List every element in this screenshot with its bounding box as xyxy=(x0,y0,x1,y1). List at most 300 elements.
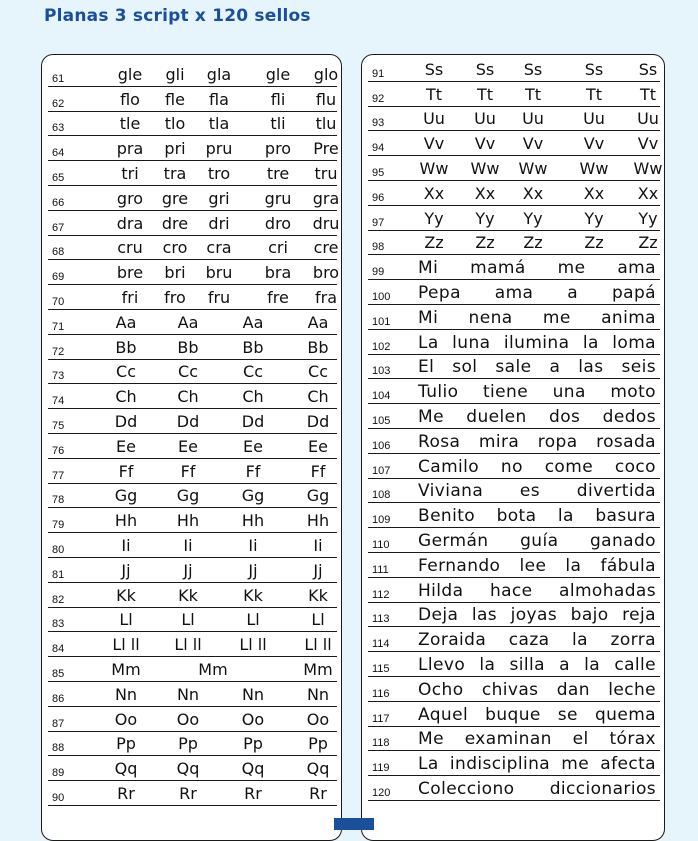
practice-item: Hh xyxy=(306,511,330,531)
practice-item: Ss xyxy=(424,59,444,79)
sentence-word: nena xyxy=(468,307,513,328)
sentence-word: dos xyxy=(549,406,581,427)
practice-item: gle xyxy=(265,64,291,84)
practice-item: Jj xyxy=(248,560,258,580)
row-number: 83 xyxy=(52,618,65,631)
sentence-word: moto xyxy=(610,382,656,403)
sentence-word: Mi xyxy=(418,258,439,279)
practice-sentence xyxy=(418,333,656,353)
practice-item: tlo xyxy=(164,114,186,134)
practice-item: Gg xyxy=(114,486,138,506)
sentence-word: diccionarios xyxy=(549,778,656,799)
sentence-word: El xyxy=(418,357,435,378)
row-number: 105 xyxy=(372,414,391,427)
sentence-word: rosada xyxy=(596,431,656,452)
sentence-word: indisciplina xyxy=(449,754,551,775)
practice-item: pro xyxy=(264,139,292,159)
practice-item: cri xyxy=(268,238,288,258)
sentence-word: Benito xyxy=(418,506,476,527)
left-row-90 xyxy=(48,781,337,806)
sentence-word: lee xyxy=(519,555,547,576)
practice-item: Ii xyxy=(248,535,258,555)
practice-item: flu xyxy=(315,89,337,109)
practice-item: Xx xyxy=(637,183,659,203)
practice-item: Nn xyxy=(114,684,138,704)
practice-item: Ii xyxy=(121,535,131,555)
practice-item: Bb xyxy=(115,337,137,357)
sentence-word: mira xyxy=(478,431,520,452)
sentence-word: joyas xyxy=(510,605,558,626)
right-row-108 xyxy=(368,479,660,504)
practice-item: Ll xyxy=(181,610,195,630)
practice-item: Ww xyxy=(633,158,663,178)
practice-item: Kk xyxy=(308,585,328,605)
practice-item: Ll ll xyxy=(239,635,267,655)
practice-sentence xyxy=(418,705,656,725)
right-row-120 xyxy=(368,776,660,801)
practice-item: dru xyxy=(312,213,340,233)
practice-item: pri xyxy=(164,139,186,159)
right-row-99 xyxy=(368,255,660,280)
practice-sentence xyxy=(418,605,656,625)
sentence-word: a xyxy=(559,654,570,675)
row-number: 76 xyxy=(52,444,65,457)
practice-item: Ii xyxy=(183,535,193,555)
right-row-106 xyxy=(368,429,660,454)
left-row-70 xyxy=(48,285,337,310)
practice-item: Ss xyxy=(584,59,604,79)
practice-item: Tt xyxy=(476,84,494,104)
left-row-67 xyxy=(48,211,340,236)
sentence-word: divertida xyxy=(576,481,656,502)
practice-item: cro xyxy=(162,238,188,258)
row-number: 77 xyxy=(52,469,65,482)
practice-item: Bb xyxy=(177,337,199,357)
practice-item: Mm xyxy=(303,659,333,679)
row-number: 80 xyxy=(52,543,65,556)
sentence-word: La xyxy=(418,754,439,775)
practice-item: Ll ll xyxy=(112,635,140,655)
row-number: 67 xyxy=(52,221,65,234)
practice-item: Rr xyxy=(244,783,262,803)
left-row-83 xyxy=(48,608,337,633)
sentence-word: duelen xyxy=(466,406,527,427)
left-row-62 xyxy=(48,87,337,112)
row-number: 82 xyxy=(52,593,65,606)
practice-item: tro xyxy=(207,163,231,183)
right-row-94 xyxy=(368,131,660,156)
practice-item: gri xyxy=(208,188,230,208)
practice-item: fra xyxy=(314,287,338,307)
sentence-word: leche xyxy=(608,679,656,700)
sentence-word: Fernando xyxy=(418,555,501,576)
row-number: 98 xyxy=(372,241,385,254)
left-row-64 xyxy=(48,136,337,161)
practice-item: tli xyxy=(270,114,286,134)
sentence-word: dedos xyxy=(602,406,656,427)
practice-item: Uu xyxy=(637,109,659,129)
sentence-word: ganado xyxy=(589,530,656,551)
practice-item: Vv xyxy=(637,134,659,154)
sentence-word: Me xyxy=(418,406,444,427)
sentence-word: Camilo xyxy=(418,456,480,477)
practice-sentence xyxy=(418,655,656,675)
practice-item: Aa xyxy=(307,312,329,332)
practice-item: fru xyxy=(207,287,231,307)
practice-item: Ll xyxy=(311,610,325,630)
practice-item: Ww xyxy=(579,158,609,178)
right-row-114 xyxy=(368,627,660,652)
practice-item: Zz xyxy=(584,233,604,253)
sentence-word: chivas xyxy=(481,679,539,700)
practice-item: Ww xyxy=(518,158,548,178)
sentence-word: ilumina xyxy=(503,332,570,353)
row-number: 66 xyxy=(52,196,65,209)
left-row-89 xyxy=(48,756,337,781)
practice-item: Rr xyxy=(309,783,327,803)
right-row-100 xyxy=(368,280,660,305)
sentence-word: ama xyxy=(494,282,534,303)
practice-item: Pp xyxy=(308,734,328,754)
sentence-word: seis xyxy=(621,357,656,378)
practice-item: Gg xyxy=(241,486,265,506)
sentence-word: es xyxy=(519,481,541,502)
practice-item: flo xyxy=(120,89,140,109)
practice-item: bri xyxy=(164,263,186,283)
practice-item: Nn xyxy=(176,684,200,704)
left-row-68 xyxy=(48,236,337,261)
sentence-word: el xyxy=(572,729,589,750)
row-number: 71 xyxy=(52,320,65,333)
left-row-85 xyxy=(48,657,337,682)
practice-item: tlu xyxy=(315,114,337,134)
sentence-word: examinan xyxy=(464,729,552,750)
practice-item: Ch xyxy=(242,387,264,407)
practice-sentence xyxy=(418,779,656,799)
practice-item: Ch xyxy=(115,387,137,407)
practice-item: Hh xyxy=(241,511,265,531)
practice-item: fla xyxy=(209,89,229,109)
practice-item: fle xyxy=(165,89,185,109)
row-number: 69 xyxy=(52,271,65,284)
practice-item: dri xyxy=(208,213,230,233)
practice-item: Dd xyxy=(114,411,138,431)
practice-item: Vv xyxy=(423,134,445,154)
practice-sentence xyxy=(418,506,656,526)
sentence-word: fábula xyxy=(600,555,656,576)
row-number: 113 xyxy=(372,613,390,626)
row-number: 74 xyxy=(52,395,65,408)
row-number: 68 xyxy=(52,246,65,259)
practice-sentence xyxy=(418,630,656,650)
sentence-word: zorra xyxy=(610,630,656,651)
row-number: 72 xyxy=(52,345,65,358)
row-number: 102 xyxy=(372,340,391,353)
left-row-78 xyxy=(48,484,337,509)
practice-item: Ff xyxy=(118,461,134,481)
row-number: 93 xyxy=(372,117,385,130)
practice-sentence xyxy=(418,754,656,774)
practice-item: Oo xyxy=(241,709,265,729)
practice-item: glo xyxy=(313,64,339,84)
practice-sentence xyxy=(418,407,656,427)
page-title: Planas 3 script x 120 sellos xyxy=(44,6,311,26)
practice-item: Yy xyxy=(584,208,604,228)
left-row-72 xyxy=(48,335,337,360)
sentence-word: Hilda xyxy=(418,580,464,601)
practice-item: Tt xyxy=(585,84,603,104)
row-number: 85 xyxy=(52,667,65,680)
sentence-word: silla xyxy=(509,654,545,675)
row-number: 108 xyxy=(372,489,391,502)
left-row-77 xyxy=(48,459,337,484)
practice-item: Vv xyxy=(474,134,496,154)
sentence-word: la xyxy=(584,654,601,675)
practice-item: Xx xyxy=(583,183,605,203)
practice-item: tla xyxy=(208,114,230,134)
practice-item: Qq xyxy=(241,759,265,779)
practice-sentence xyxy=(418,258,656,278)
sentence-word: Germán xyxy=(418,530,489,551)
practice-item: Oo xyxy=(114,709,138,729)
left-row-61 xyxy=(48,62,337,87)
sentence-word: se xyxy=(557,704,578,725)
right-row-97 xyxy=(368,206,660,231)
row-number: 90 xyxy=(52,791,65,804)
practice-item: Xx xyxy=(522,183,544,203)
sentence-word: las xyxy=(471,605,498,626)
sentence-word: las xyxy=(578,357,604,378)
sentence-word: coco xyxy=(614,456,656,477)
row-number: 78 xyxy=(52,494,65,507)
practice-item: Gg xyxy=(306,486,330,506)
right-row-119 xyxy=(368,751,660,776)
row-number: 110 xyxy=(372,538,390,551)
left-row-81 xyxy=(48,558,337,583)
practice-item: Qq xyxy=(306,759,330,779)
right-row-101 xyxy=(368,305,660,330)
practice-item: Ss xyxy=(523,59,543,79)
left-row-65 xyxy=(48,161,337,186)
practice-item: Ll ll xyxy=(174,635,202,655)
sentence-word: Mi xyxy=(418,307,439,328)
sentence-word: guía xyxy=(520,530,559,551)
sentence-word: ama xyxy=(617,258,656,279)
row-number: 65 xyxy=(52,171,65,184)
practice-item: Uu xyxy=(522,109,544,129)
practice-item: bre xyxy=(116,263,144,283)
sentence-word: luna xyxy=(452,332,491,353)
practice-item: tra xyxy=(163,163,187,183)
sentence-word: calle xyxy=(614,654,656,675)
practice-item: Ww xyxy=(470,158,500,178)
practice-item: Xx xyxy=(474,183,496,203)
practice-item: Cc xyxy=(116,362,136,382)
practice-sentence xyxy=(418,357,656,377)
practice-item: fli xyxy=(270,89,286,109)
row-number: 115 xyxy=(372,662,390,675)
row-number: 79 xyxy=(52,519,65,532)
sentence-word: a xyxy=(567,282,579,303)
left-row-71 xyxy=(48,310,337,335)
right-row-105 xyxy=(368,404,660,429)
sentence-word: papá xyxy=(611,282,656,303)
practice-item: Aa xyxy=(177,312,199,332)
practice-item: Uu xyxy=(474,109,496,129)
practice-item: Ss xyxy=(475,59,495,79)
left-row-82 xyxy=(48,583,337,608)
practice-sentence xyxy=(418,283,656,303)
right-row-93 xyxy=(368,107,660,132)
left-row-79 xyxy=(48,508,337,533)
row-number: 92 xyxy=(372,92,385,105)
row-number: 63 xyxy=(52,122,65,135)
right-row-107 xyxy=(368,454,660,479)
practice-item: Vv xyxy=(522,134,544,154)
practice-item: Pp xyxy=(178,734,198,754)
practice-item: Mm xyxy=(198,659,228,679)
row-number: 73 xyxy=(52,370,65,383)
sentence-word: la xyxy=(565,555,582,576)
practice-item: tre xyxy=(266,163,290,183)
row-number: 70 xyxy=(52,295,65,308)
sentence-word: quema xyxy=(594,704,656,725)
right-row-112 xyxy=(368,578,660,603)
practice-sentence xyxy=(418,581,656,601)
row-number: 112 xyxy=(372,588,390,601)
row-number: 97 xyxy=(372,216,385,229)
practice-item: Pre xyxy=(313,139,339,159)
practice-item: Ll xyxy=(246,610,260,630)
practice-item: tru xyxy=(314,163,338,183)
left-row-84 xyxy=(48,632,337,657)
practice-item: Cc xyxy=(178,362,198,382)
practice-item: Ww xyxy=(419,158,449,178)
practice-item: Kk xyxy=(116,585,136,605)
practice-item: cru xyxy=(117,238,143,258)
practice-item: Yy xyxy=(638,208,658,228)
practice-sentence xyxy=(418,680,656,700)
practice-item: Dd xyxy=(241,411,265,431)
practice-item: Ff xyxy=(180,461,196,481)
row-number: 88 xyxy=(52,742,65,755)
row-number: 100 xyxy=(372,290,391,303)
sentence-word: me xyxy=(557,258,586,279)
practice-item: Aa xyxy=(242,312,264,332)
sentence-word: loma xyxy=(612,332,656,353)
sentence-word: Llevo xyxy=(418,654,466,675)
practice-item: Bb xyxy=(242,337,264,357)
sentence-word: Aquel xyxy=(418,704,469,725)
right-row-109 xyxy=(368,503,660,528)
practice-item: Jj xyxy=(183,560,193,580)
right-row-118 xyxy=(368,727,660,752)
practice-item: Ee xyxy=(178,436,198,456)
sentence-word: Rosa xyxy=(418,431,461,452)
bottom-tab-decoration xyxy=(334,818,374,830)
sentence-word: mamá xyxy=(470,258,526,279)
left-row-73 xyxy=(48,360,337,385)
practice-item: cre xyxy=(313,238,339,258)
practice-item: Uu xyxy=(583,109,605,129)
left-row-69 xyxy=(48,260,340,285)
sentence-word: anima xyxy=(601,307,656,328)
right-practice-panel xyxy=(361,54,665,841)
sentence-word: la xyxy=(479,654,496,675)
sentence-word: Deja xyxy=(418,605,459,626)
row-number: 91 xyxy=(372,67,385,80)
row-number: 101 xyxy=(372,315,391,328)
practice-item: Yy xyxy=(424,208,444,228)
practice-item: Dd xyxy=(306,411,330,431)
sentence-word: bajo xyxy=(570,605,609,626)
practice-sentence xyxy=(418,382,656,402)
practice-item: gra xyxy=(312,188,340,208)
right-row-91 xyxy=(368,57,660,82)
sentence-word: dan xyxy=(556,679,590,700)
right-row-117 xyxy=(368,702,660,727)
practice-item: gla xyxy=(206,64,232,84)
practice-item: Cc xyxy=(243,362,263,382)
practice-sentence xyxy=(418,432,656,452)
sentence-word: me xyxy=(542,307,571,328)
practice-sentence xyxy=(418,531,656,551)
practice-item: tle xyxy=(119,114,141,134)
right-row-102 xyxy=(368,330,660,355)
left-row-86 xyxy=(48,682,337,707)
practice-item: Nn xyxy=(306,684,330,704)
sentence-word: reja xyxy=(622,605,656,626)
row-number: 111 xyxy=(372,563,389,576)
row-number: 118 xyxy=(372,737,390,750)
row-number: 120 xyxy=(372,786,391,799)
left-row-66 xyxy=(48,186,340,211)
sentence-word: a xyxy=(549,357,561,378)
right-row-92 xyxy=(368,82,660,107)
sentence-word: Tulio xyxy=(418,382,459,403)
practice-item: Pp xyxy=(116,734,136,754)
right-row-113 xyxy=(368,603,660,628)
sentence-word: Zoraida xyxy=(418,630,487,651)
right-row-96 xyxy=(368,181,660,206)
sentence-word: me xyxy=(561,754,590,775)
row-number: 84 xyxy=(52,643,65,656)
sentence-word: sol xyxy=(452,357,478,378)
sentence-word: la xyxy=(582,332,599,353)
practice-item: gre xyxy=(161,188,189,208)
practice-item: Bb xyxy=(307,337,329,357)
practice-item: Ll xyxy=(119,610,133,630)
sentence-word: la xyxy=(572,630,588,651)
practice-item: Ii xyxy=(313,535,323,555)
row-number: 75 xyxy=(52,419,65,432)
row-number: 116 xyxy=(372,687,390,700)
row-number: 119 xyxy=(372,762,390,775)
left-row-88 xyxy=(48,732,337,757)
practice-item: Tt xyxy=(425,84,443,104)
practice-item: Tt xyxy=(639,84,657,104)
practice-item: Ff xyxy=(310,461,326,481)
row-number: 117 xyxy=(372,712,390,725)
practice-item: Ee xyxy=(308,436,328,456)
practice-item: Ch xyxy=(307,387,329,407)
practice-item: Dd xyxy=(176,411,200,431)
practice-item: bro xyxy=(312,263,340,283)
practice-item: dra xyxy=(116,213,144,233)
practice-item: Jj xyxy=(121,560,131,580)
practice-item: Tt xyxy=(524,84,542,104)
row-number: 99 xyxy=(372,266,385,279)
